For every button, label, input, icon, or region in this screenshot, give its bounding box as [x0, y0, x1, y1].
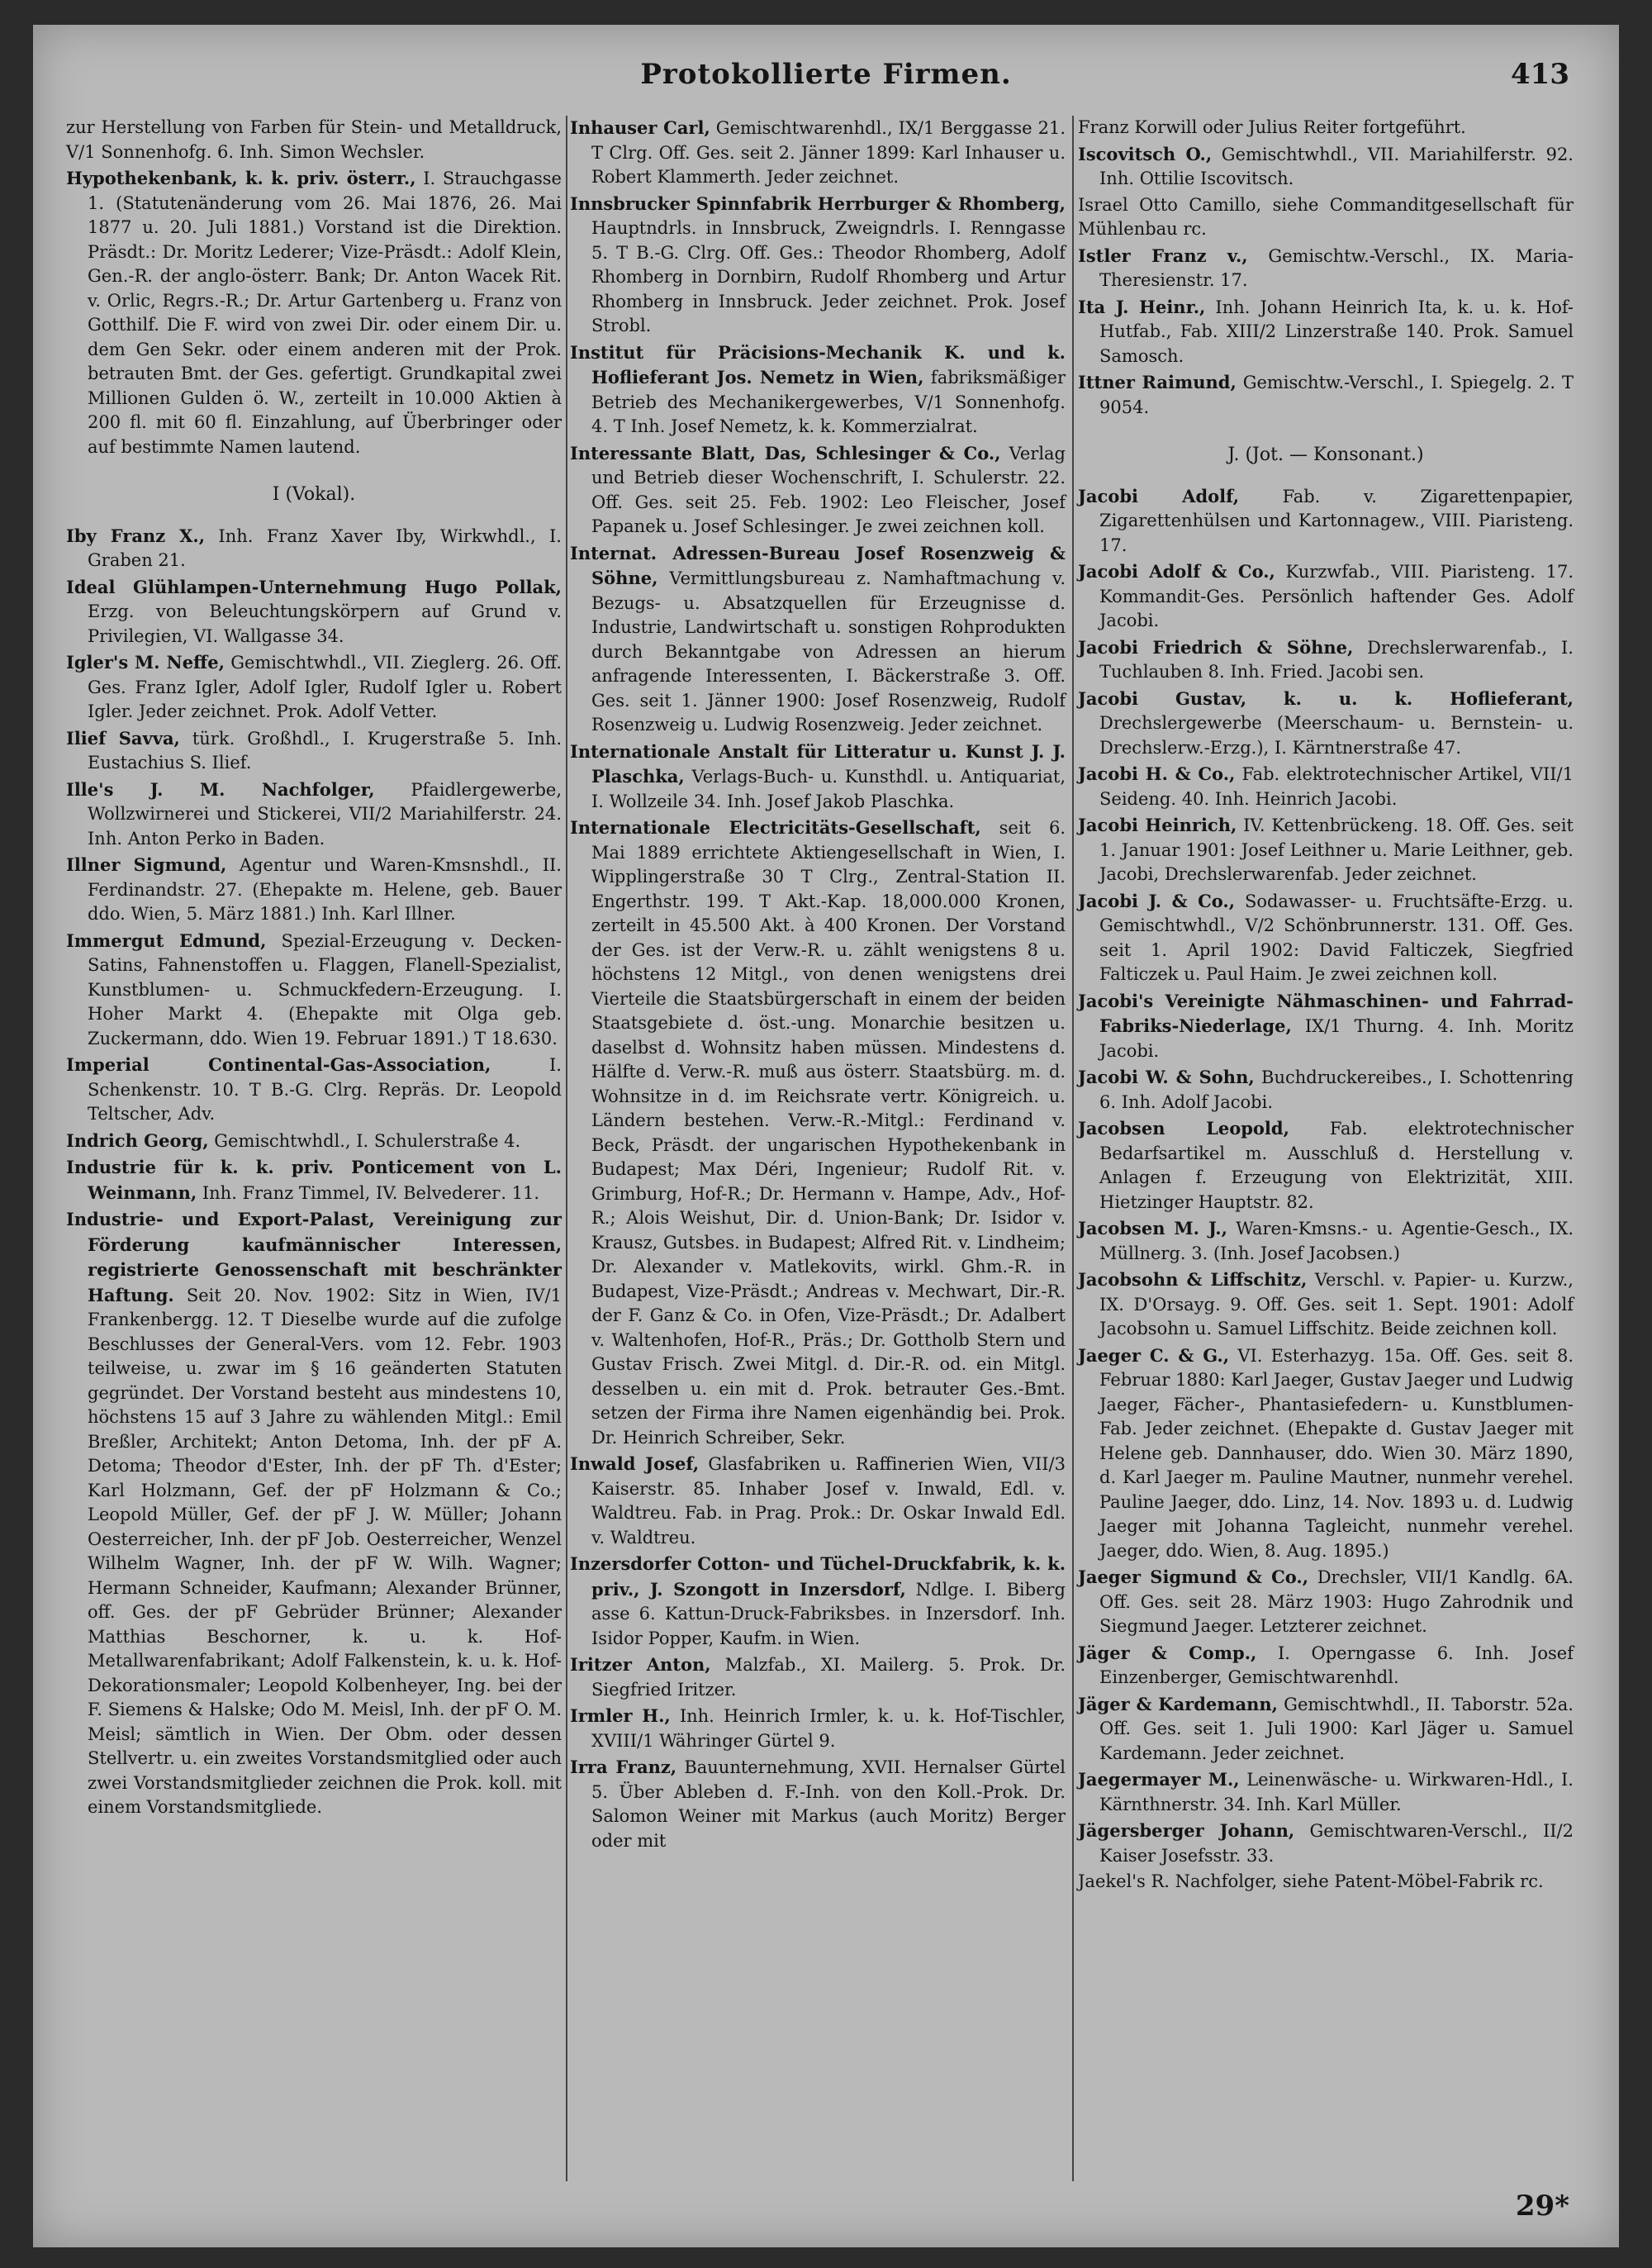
firm-name: Internat. Adressen-Bureau Josef Rosenzweig & Söhne,: [570, 542, 1066, 588]
directory-entry: [66, 1053, 562, 1127]
firm-details: Gemischtwhdl., II. Taborstr. 52a. Off. Ges. seit 1. Juli 1900: Karl Jäger u. Samuel Kardemann. Jeder zeichnet.: [1099, 1694, 1574, 1763]
firm-details: Jaekel's R. Nachfolger, siehe Patent-Möbel-Fabrik rc.: [1078, 1871, 1544, 1891]
directory-entry: [1078, 1641, 1574, 1690]
firm-name: Jacobi Gustav, k. u. k. Hoflieferant,: [1078, 687, 1574, 709]
firm-name: Inwald Josef,: [570, 1453, 700, 1474]
firm-name: Iby Franz X.,: [66, 525, 206, 546]
firm-name: Illner Sigmund,: [66, 854, 227, 875]
column-middle: [570, 116, 1066, 1855]
firm-name: Inzersdorfer Cotton- und Tüchel-Druckfabrik, k. k. priv., J. Szongott in Inzersdorf,: [570, 1553, 1066, 1600]
firm-details: Kurzwfab., VIII. Piaristeng. 17. Kommandit-Ges. Persönlich haftender Ges. Adolf Jacobi.: [1099, 562, 1574, 630]
directory-entry: [1078, 559, 1574, 634]
firm-name: Jäger & Kardemann,: [1078, 1693, 1278, 1714]
firm-details: I. Operngasse 6. Inh. Josef Einzenberger, Gemischtwarenhdl.: [1099, 1643, 1574, 1687]
firm-name: Irra Franz,: [570, 1757, 677, 1777]
directory-entry: [1078, 1692, 1574, 1766]
firm-details: Drechslerwarenfab., I. Tuchlauben 8. Inh. Fried. Jacobi sen.: [1099, 637, 1574, 682]
directory-entry: [66, 116, 562, 164]
directory-entry: [66, 777, 562, 852]
directory-entry: [570, 1755, 1066, 1853]
section-heading: J. (Jot. — Konsonant.): [1227, 445, 1424, 465]
firm-details: Gemischtwhdl., VII. Zieglerg. 26. Off. Ges. Franz Igler, Adolf Igler, Rudolf Igler u. Robert Igler. Jeder zeichnet. Prok. Adolf Vetter.: [88, 653, 562, 721]
directory-entry: [66, 853, 562, 927]
firm-details: Erzg. von Beleuchtungskörpern auf Grund v. Privilegien, VI. Wallgasse 34.: [88, 601, 562, 646]
firm-details: Waren-Kmsns.- u. Agentie-Gesch., IX. Müllnerg. 3. (Inh. Josef Jacobsen.): [1099, 1219, 1574, 1263]
firm-name: Inhauser Carl,: [570, 117, 710, 138]
directory-entry: [66, 726, 562, 776]
firm-name: Jacobi Heinrich,: [1078, 815, 1237, 835]
directory-entry: [1078, 687, 1574, 761]
directory-entry: [1078, 1819, 1574, 1868]
firm-details: fabriksmäßiger Betrieb des Mechanikergewerbes, V/1 Sonnenhofg. 4. T Inh. Josef Nemetz, k. k. Kommerzialrat.: [591, 368, 1066, 436]
firm-name: Jaegermayer M.,: [1078, 1769, 1240, 1790]
firm-name: Jacobi Adolf,: [1078, 485, 1240, 506]
directory-entry: [570, 192, 1066, 339]
firm-name: Ilief Savva,: [66, 727, 180, 749]
firm-details: Gemischtwaren-Verschl., II/2 Kaiser Josefsstr. 33.: [1099, 1821, 1574, 1866]
directory-entry: [1078, 116, 1574, 140]
firm-name: Jacobi's Vereinigte Nähmaschinen- und Fahrrad-Fabriks-Niederlage,: [1078, 990, 1574, 1036]
directory-entry: [1078, 484, 1574, 559]
firm-name: Imperial Continental-Gas-Association,: [66, 1054, 491, 1075]
directory-entry: [1078, 295, 1574, 369]
directory-entry: [1078, 1116, 1574, 1215]
firm-name: Jacobi Friedrich & Söhne,: [1078, 636, 1354, 658]
firm-details: Leinenwäsche- u. Wirkwaren-Hdl., I. Kärnthnerstr. 34. Inh. Karl Müller.: [1099, 1770, 1574, 1814]
firm-name: Internationale Anstalt für Litteratur u. Kunst J. J. Plaschka,: [570, 740, 1066, 787]
firm-name: Indrich Georg,: [66, 1129, 209, 1151]
firm-details: Spezial-Erzeugung v. Decken-Satins, Fahnenstoffen u. Flaggen, Flanell-Spezialist, Kunstblumen- u. Schmuckfedern-Erzeugung. I. Hoher Markt 4. (Ehepakte mit Olga geb. Zuckermann, ddo. Wien 19. Februar 1891.) T 18.630.: [88, 930, 563, 1048]
directory-entry: [66, 1129, 562, 1154]
directory-entry: [66, 1155, 562, 1205]
page-number: 413: [1511, 58, 1569, 91]
firm-name: Ita J. Heinr.,: [1078, 296, 1206, 317]
directory-entry: [570, 340, 1066, 440]
column-divider: [1072, 116, 1074, 2181]
firm-name: Jägersberger Johann,: [1078, 1820, 1295, 1841]
firm-details: Sodawasser- u. Fruchtsäfte-Erzg. u. Gemischtwhdl., V/2 Schönbrunnerstr. 131. Off. Ges. seit 1. April 1902: David Falticzek, Siegfried Falticzek u. Paul Haim. Je zwei zeichnen koll.: [1099, 891, 1574, 984]
directory-entry: [1078, 1343, 1574, 1564]
firm-name: Jacobsen Leopold,: [1078, 1118, 1289, 1139]
firm-name: Jaeger Sigmund & Co.,: [1078, 1567, 1309, 1587]
directory-entry: [570, 739, 1066, 815]
firm-details: Gemischtwhdl., VII. Mariahilferstr. 92. Inh. Ottilie Iscovitsch.: [1099, 144, 1574, 188]
firm-name: Jäger & Comp.,: [1078, 1642, 1257, 1663]
directory-entry: [570, 1652, 1066, 1702]
firm-name: Industrie- und Export-Palast, Vereinigung zur Förderung kaufmännischer Interessen, registrierte Genossenschaft mit beschränkter Haftung.: [66, 1209, 562, 1305]
firm-name: Iritzer Anton,: [570, 1654, 711, 1675]
directory-entry: [1078, 889, 1574, 987]
firm-details: Gemischtwhdl., I. Schulerstraße 4.: [214, 1130, 521, 1151]
firm-details: Vermittlungsbureau z. Namhaftmachung v. Bezugs- u. Absatzquellen für Erzeugnisse d. Industrie, Landwirtschaft u. sonstigen Rohprodukten durch Bekanntgabe von Adressen an hierum anfragende Interessenten, I. Bäckerstraße 3. Off. Ges. seit 1. Jänner 1900: Josef Rosenzweig, Rudolf Rosenzweig u. Ludwig Rosenzweig. Jeder zeichnet.: [591, 568, 1066, 735]
firm-details: Ndlge. I. Biberg asse 6. Kattun-Druck-Fabriksbes. in Inzersdorf. Inh. Isidor Popper, Kaufm. in Wien.: [591, 1579, 1066, 1648]
firm-details: Bauunternehmung, XVII. Hernalser Gürtel 5. Über Ableben d. F.-Inh. von den Koll.-Prok. Dr. Salomon Weiner mit Markus (auch Moritz) Berger oder mit: [591, 1757, 1066, 1851]
firm-details: seit 6. Mai 1889 errichtete Aktiengesellschaft in Wien, I. Wipplingerstraße 30 T Clrg., Zentral-Station II. Engerthstr. 199. T Akt.-Kap. 18,000.000 Kronen, zerteilt in 45.500 Akt. à 400 Kronen. Der Vorstand der Ges. ist der Verw.-R. u. zählt wenigstens 8 u. höchstens 12 Mitgl., von denen wenigstens drei Vierteile die Staatsbürgerschaft in einem der beiden Staatsgebiete d. öst.-ung. Monarchie besitzen u. daselbst d. Wohnsitz haben müssen. Mindestens d. Hälfte d. Verw.-R. muß aus österr. Staatsbürg. m. d. Wohnsitze in d. im Reichsrate vertr. Königreich. u. Ländern bestehen. Verw.-R.-Mitgl.: Ferdinand v. Beck, Präsdt. der ungarischen Hypothekenbank in Budapest; Max Déri, Ingenieur; Rudolf Rit. v. Grimburg, Hof-R.; Dr. Hermann v. Hampe, Adv., Hof-R.; Alois Weishut, Dir. d. Union-Bank; Dr. Isidor v. Krausz, Gutsbes. in Budapest; Alfred Rit. v. Lindheim; Dr. Alexander v. Matlekovits, wirkl. Ghm.-R. in Budapest, Vize-Präsdt.; Andreas v. Mechwart, Dir.-R. der F. Ganz & Co. in Ofen, Vize-Präsdt.; Dr. Adalbert v. Waltenhofen, Hof-R., Präs.; Dr. Gottholb Stern und Gustav Frisch. Zwei Mitgl. d. Dir.-R. od. ein Mitgl. desselben u. ein mit d. Prok. betrauter Ges.-Bmt. setzen der Firma ihre Namen eigenhändig bei. Prok. Dr. Heinrich Schreiber, Sekr.: [591, 818, 1066, 1448]
firm-name: Irmler H.,: [570, 1705, 671, 1726]
directory-entry: [1078, 1767, 1574, 1817]
firm-name: Ittner Raimund,: [1078, 372, 1237, 392]
firm-details: I. Schenkenstr. 10. T B.-G. Clrg. Repräs. Dr. Leopold Teltscher, Adv.: [88, 1055, 562, 1124]
directory-entry: [1078, 1267, 1574, 1342]
firm-name: Igler's M. Neffe,: [66, 652, 225, 673]
directory-entry: [66, 524, 562, 573]
directory-entry: [1078, 1065, 1574, 1115]
book-page: [33, 25, 1619, 2247]
firm-details: Fab. v. Zigarettenpapier, Zigarettenhülsen und Kartonnagew., VIII. Piaristeng. 17.: [1099, 486, 1574, 555]
directory-entry: [570, 1552, 1066, 1651]
firm-details: Gemischtwarenhdl., IX/1 Berggasse 21. T Clrg. Off. Ges. seit 2. Jänner 1899: Karl Inhauser u. Robert Klammerth. Jeder zeichnet.: [591, 118, 1066, 187]
directory-entry: [570, 815, 1066, 1450]
directory-entry: [570, 441, 1066, 540]
firm-details: Israel Otto Camillo, siehe Commanditgesellschaft für Mühlenbau rc.: [1078, 194, 1574, 239]
firm-name: Jacobi Adolf & Co.,: [1078, 561, 1275, 582]
firm-details: I. Strauchgasse 1. (Statutenänderung vom 26. Mai 1876, 26. Mai 1877 u. 20. Juli 1881.) Vorstand ist die Direktion. Präsdt.: Dr. Moritz Lederer; Vize-Präsdt.: Adolf Klein, Gen.-R. der anglo-österr. Bank; Dr. Anton Wacek Rit. v. Orlic, Regrs.-R.; Dr. Artur Gartenberg u. Franz von Gotthilf. Die F. wird von zwei Dir. oder einem Dir. u. dem Gen Sekr. oder einem anderen mit der Prok. betrauten Bmt. der Ges. gefertigt. Grundkapital zwei Millionen Gulden ö. W., zerteilt in 10.000 Aktien à 200 fl. mit 60 fl. Einzahlung, auf Überbringer oder auf bestimmte Namen lautend.: [88, 169, 562, 457]
column-divider: [566, 116, 567, 2181]
directory-entry: [1078, 244, 1574, 293]
directory-entry: [66, 929, 562, 1052]
firm-details: Drechslergewerbe (Meerschaum- u. Bernstein- u. Drechslerw.-Erzg.), I. Kärntnerstraße 47.: [1099, 713, 1574, 758]
firm-name: Jacobsen M. J.,: [1078, 1218, 1227, 1239]
firm-details: Verlags-Buch- u. Kunsthdl. u. Antiquariat, I. Wollzeile 34. Inh. Josef Jakob Plaschka.: [591, 767, 1066, 811]
directory-entry: [570, 1704, 1066, 1753]
firm-details: VI. Esterhazyg. 15a. Off. Ges. seit 8. Februar 1880: Karl Jaeger, Gustav Jaeger und Ludwig Jaeger, Fächer-, Phantasiefedern- u. Kunstblumen-Fab. Jeder zeichnet. (Ehepakte d. Gustav Jaeger mit Helene geb. Dannhauser, ddo. Wien 30. März 1890, d. Karl Jaeger m. Pauline Mautner, nunmehr verehel. Pauline Jaeger, ddo. Linz, 14. Nov. 1893 u. d. Ludwig Jaeger mit Johanna Tagleicht, nunmehr verehel. Jaeger, ddo. Wien, 8. Aug. 1895.): [1099, 1345, 1574, 1561]
firm-name: Iscovitsch O.,: [1078, 143, 1213, 164]
firm-name: Jacobi H. & Co.,: [1078, 763, 1236, 784]
directory-entry: [66, 650, 562, 725]
directory-entry: [570, 541, 1066, 738]
firm-details: IV. Kettenbrückeng. 18. Off. Ges. seit 1. Januar 1901: Josef Leithner u. Marie Leithner, geb. Jacobi, Drechslerwarenfab. Jeder zeichnet.: [1099, 815, 1574, 884]
firm-details: Inh. Johann Heinrich Ita, k. u. k. Hof-Hutfab., Fab. XIII/2 Linzerstraße 140. Prok. Samuel Samosch.: [1099, 297, 1574, 366]
firm-name: Industrie für k. k. priv. Ponticement von L. Weinmann,: [66, 1157, 562, 1203]
firm-name: Hypothekenbank, k. k. priv. österr.,: [66, 168, 416, 188]
directory-entry: [1078, 370, 1574, 420]
firm-name: Interessante Blatt, Das, Schlesinger & Co.,: [570, 442, 1001, 464]
directory-entry: [1078, 1565, 1574, 1639]
directory-entry: [66, 166, 562, 459]
firm-details: zur Herstellung von Farben für Stein- und Metalldruck, V/1 Sonnenhofg. 6. Inh. Simon Wechsler.: [66, 117, 562, 162]
directory-entry: [570, 116, 1066, 190]
firm-details: Fab. elektrotechnischer Bedarfsartikel m. Ausschluß d. Herstellung v. Anlagen f. Erzeugung von Elektrizität, XIII. Hietzinger Hauptstr. 82.: [1099, 1119, 1574, 1212]
firm-name: Jacobi J. & Co.,: [1078, 890, 1236, 911]
firm-name: Internationale Electricitäts-Gesellschaft,: [570, 817, 981, 838]
directory-entry: [1078, 1870, 1574, 1895]
firm-name: Istler Franz v.,: [1078, 245, 1248, 266]
directory-entry: [570, 1452, 1066, 1550]
firm-details: Drechsler, VII/1 Kandlg. 6A. Off. Ges. seit 28. März 1903: Hugo Zahrodnik und Siegmund Jaeger. Letzterer zeichnet.: [1099, 1567, 1574, 1636]
section-heading: I (Vokal).: [272, 484, 356, 505]
firm-details: Malzfab., XI. Mailerg. 5. Prok. Dr. Siegfried Iritzer.: [591, 1655, 1066, 1700]
firm-details: Inh. Franz Xaver Iby, Wirkwhdl., I. Graben 21.: [88, 525, 562, 570]
firm-details: Inh. Heinrich Irmler, k. u. k. Hof-Tischler, XVIII/1 Währinger Gürtel 9.: [591, 1706, 1066, 1751]
directory-entry: [1078, 142, 1574, 192]
firm-details: Pfaidlergewerbe, Wollzwirnerei und Stickerei, VII/2 Mariahilferstr. 24. Inh. Anton Perko in Baden.: [88, 779, 562, 849]
firm-details: Buchdruckereibes., I. Schottenring 6. Inh. Adolf Jacobi.: [1099, 1067, 1574, 1112]
firm-details: Hauptndrls. in Innsbruck, Zweigndrls. I. Renngasse 5. T B.-G. Clrg. Off. Ges.: Theodor Rhomberg, Adolf Rhomberg in Dornbirn, Rudolf Rhomberg und Artur Rhomberg in Innsbruck. Jeder zeichnet. Prok. Josef Strobl.: [591, 218, 1066, 335]
firm-name: Jacobi W. & Sohn,: [1078, 1067, 1255, 1087]
firm-details: IX/1 Thurng. 4. Inh. Moritz Jacobi.: [1099, 1016, 1574, 1061]
firm-name: Jacobsohn & Liffschitz,: [1078, 1269, 1308, 1290]
directory-entry: [1078, 989, 1574, 1064]
firm-details: Glasfabriken u. Raffinerien Wien, VII/3 Kaiserstr. 85. Inhaber Josef v. Inwald, Edl. v. Waldtreu. Fab. in Prag. Prok.: Dr. Oskar Inwald Edl. v. Waldtreu.: [591, 1454, 1066, 1548]
firm-name: Ideal Glühlampen-Unternehmung Hugo Pollak,: [66, 576, 562, 597]
firm-details: Verlag und Betrieb dieser Wochenschrift, I. Schulerstr. 22. Off. Ges. seit 25. Feb. 1902: Leo Fleischer, Josef Papanek u. Josef Schlesinger. Je zwei zeichnen koll.: [591, 443, 1066, 536]
firm-details: Inh. Franz Timmel, IV. Belvederег. 11.: [202, 1182, 540, 1203]
firm-name: Jaeger C. & G.,: [1078, 1344, 1230, 1366]
firm-details: Agentur und Waren-Kmsnshdl., II. Ferdinandstr. 27. (Ehepakte m. Helene, geb. Bauer ddo. Wien, 5. März 1881.) Inh. Karl Illner.: [88, 855, 562, 924]
firm-name: Ille's J. M. Nachfolger,: [66, 778, 375, 800]
firm-name: Immergut Edmund,: [66, 930, 267, 951]
firm-details: Verschl. v. Papier- u. Kurzw., IX. D'Orsayg. 9. Off. Ges. seit 1. Sept. 1901: Adolf Jacobsohn u. Samuel Liffschitz. Beide zeichnen koll.: [1099, 1270, 1574, 1338]
directory-entry: [1078, 635, 1574, 685]
directory-entry: [1078, 1216, 1574, 1266]
directory-entry: [66, 1207, 562, 1820]
firm-details: Gemischtw.-Verschl., IX. Maria-Theresienstr. 17.: [1099, 245, 1574, 290]
firm-details: Seit 20. Nov. 1902: Sitz in Wien, IV/1 Frankenbergg. 12. T Dieselbe wurde auf die zufolge Beschlusses der General-Vers. vom 12. Febr. 1903 teilweise, u. zwar im § 16 geänderten Statuten gegründet. Der Vorstand besteht aus mindestens 10, höchstens 15 auf 3 Jahre zu wählenden Mitgl.: Emil Breßler, Architekt; Anton Detoma, Inh. der pF A. Detoma; Theodor d'Ester, Inh. der pF Th. d'Ester; Karl Holzmann, Gef. der pF Holzmann & Co.; Leopold Müller, Gef. der pF J. W. Müller; Johann Oesterreicher, Inh. der pF Job. Oesterreicher, Wenzel Wilhelm Wagner, Inh. der pF W. Wilh. Wagner; Hermann Schneider, Kaufmann; Alexander Brünner, off. Ges. der pF Gebrüder Brünner; Alexander Matthias Beschorner, k. u. k. Hof-Metallwarenfabrikant; Adolf Falkenstein, k. u. k. Hof-Dekorationsmaler; Leopold Kolbenheyer, Ing. bei der F. Siemens & Halske; Odo M. Meisl, Inh. der pF O. M. Meisl; sämtlich in Wien. Der Obm. oder dessen Stellvertr. u. ein zweites Vorstandsmitglied oder auch zwei Vorstandsmitglieder zeichnen die Prok. koll. mit einem Vorstandsmitgliede.: [88, 1285, 562, 1817]
directory-entry: [1078, 762, 1574, 811]
column-left: [66, 116, 562, 1822]
firm-details: Franz Korwill oder Julius Reiter fortgeführt.: [1078, 117, 1466, 137]
directory-entry: [66, 575, 562, 649]
firm-details: Fab. elektrotechnischer Artikel, VII/1 Seideng. 40. Inh. Heinrich Jacobi.: [1099, 764, 1574, 809]
firm-details: türk. Großhdl., I. Krugerstraße 5. Inh. Eustachius S. Ilief.: [88, 728, 562, 773]
directory-entry: [1078, 193, 1574, 242]
signature-mark: 29*: [1515, 2190, 1569, 2223]
directory-entry: [1078, 813, 1574, 887]
firm-details: Gemischtw.-Verschl., I. Spiegelg. 2. T 9054.: [1099, 373, 1574, 417]
firm-name: Institut für Präcisions-Mechanik K. und k. Hoflieferant Jos. Nemetz in Wien,: [570, 341, 1066, 388]
firm-name: Innsbrucker Spinnfabrik Herrburger & Rhomberg,: [570, 193, 1066, 214]
column-right: [1078, 116, 1574, 1896]
page-title: Protokollierte Firmen.: [640, 58, 1012, 91]
